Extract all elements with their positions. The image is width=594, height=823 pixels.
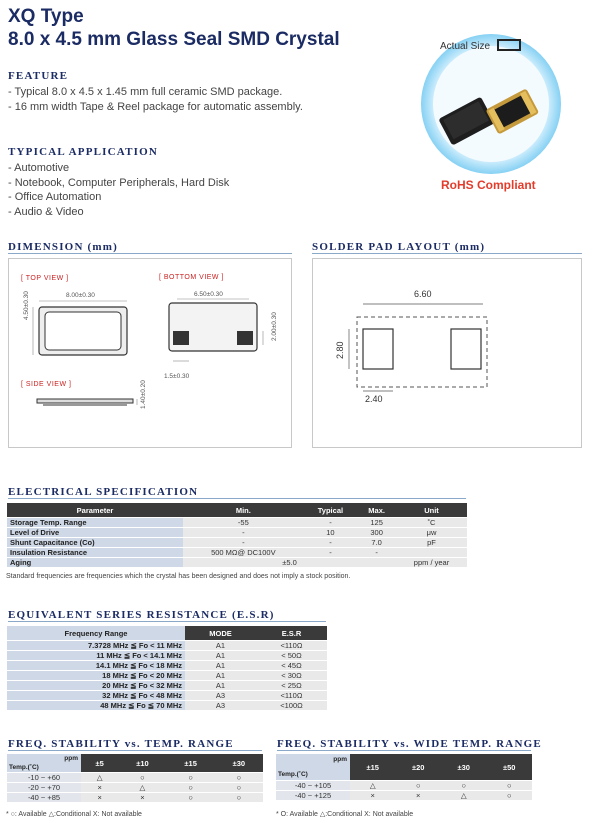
application-heading: TYPICAL APPLICATION [8,146,159,158]
solder-drawing [313,259,583,449]
table-row: -40 ~ +85 × × ○ ○ [7,793,263,803]
top-view-label: [ TOP VIEW ] [21,275,69,282]
table-row: -40 ~ +125 × × △ ○ [276,791,532,801]
col-header: Typical [304,503,358,518]
table-row: 14.1 MHz ≦ Fo < 18 MHz A1 < 45Ω [7,661,327,671]
col-header: Min. [183,503,304,518]
page-subtitle: 8.0 x 4.5 mm Glass Seal SMD Crystal [8,29,340,50]
col-header: Parameter [7,503,183,518]
freq-stab-table [7,754,263,803]
list-item: - Office Automation [8,191,102,203]
table-row: Storage Temp. Range -55 - 125 ˚C [7,518,467,528]
pad-dim: 1.5±0.30 [164,373,190,380]
freq-wide-heading: FREQ. STABILITY vs. WIDE TEMP. RANGE [277,738,542,750]
freq-wide-table [276,754,532,801]
crystal-image [421,34,561,174]
col-header: ±15 [350,754,396,781]
table-row: 7.3728 MHz ≦ Fo < 11 MHz A1 <110Ω [7,641,327,651]
col-header: ±50 [487,754,533,781]
freq-stab-legend: * ○: Available △:Conditional X: Not available [6,811,142,818]
electrical-heading: ELECTRICAL SPECIFICATION [8,486,199,498]
bottom-height-dim: 2.00±0.30 [271,312,278,341]
table-row: 20 MHz ≦ Fo < 32 MHz A1 < 25Ω [7,681,327,691]
list-item: - Automotive [8,162,70,174]
electrical-note: Standard frequencies are frequencies which the crystal has been designed and does not imply a stock position. [6,573,351,580]
col-header: ±30 [215,754,263,773]
dimension-panel [8,258,292,448]
page-title: XQ Type [8,6,84,27]
bottom-length-dim: 6.50±0.30 [194,291,223,298]
table-row: -40 ~ +105 △ ○ ○ ○ [276,781,532,791]
esr-heading: EQUIVALENT SERIES RESISTANCE (E.S.R) [8,609,275,621]
table-row: Insulation Resistance 500 MΩ@ DC100V - - [7,548,467,558]
col-header: ±10 [118,754,166,773]
corner-header: ppm Temp.(˚C) [7,754,81,773]
col-header: ±15 [167,754,215,773]
list-item: - Typical 8.0 x 4.5 x 1.45 mm full ceramic SMD package. [8,86,283,98]
table-row: -10 ~ +60 △ ○ ○ ○ [7,773,263,783]
width-dim: 4.50±0.30 [23,291,30,320]
col-header: Max. [357,503,396,518]
col-header: ±30 [441,754,487,781]
bottom-view-label: [ BOTTOM VIEW ] [159,274,224,281]
table-row: 48 MHz ≦ Fo ≦ 70 MHz A3 <100Ω [7,701,327,711]
table-row: Level of Drive - 10 300 μw [7,528,467,538]
list-item: - Audio & Video [8,205,84,218]
freq-stab-heading: FREQ. STABILITY vs. TEMP. RANGE [8,738,234,750]
electrical-table [7,503,467,568]
solder-heading: SOLDER PAD LAYOUT (mm) [312,241,486,253]
solder-span-dim: 6.60 [414,289,432,299]
list-item: - Notebook, Computer Peripherals, Hard Disk [8,176,230,189]
corner-header: ppm Temp.(˚C) [276,754,350,781]
feature-heading: FEATURE [8,70,69,82]
col-header: E.S.R [256,626,327,641]
solder-panel [312,258,582,448]
table-row: -20 ~ +70 × △ ○ ○ [7,783,263,793]
table-row: 11 MHz ≦ Fo < 14.1 MHz A1 < 50Ω [7,651,327,661]
col-header: Frequency Range [7,626,185,641]
length-dim: 8.00±0.30 [66,292,95,299]
freq-wide-legend: * O: Available △:Conditional X: Not available [276,811,414,818]
table-row: 32 MHz ≦ Fo < 48 MHz A3 <110Ω [7,691,327,701]
col-header: MODE [185,626,256,641]
solder-height-dim: 2.80 [335,341,345,359]
actual-size-label: Actual Size [440,41,491,52]
dimension-drawing [9,259,293,449]
height-dim: 1.40±0.20 [140,380,147,409]
feature-list [8,85,303,114]
table-row: Shunt Capacitance (Co) - - 7.0 pF [7,538,467,548]
product-photo [421,34,561,174]
table-row: Aging ±5.0 ppm / year [7,558,467,568]
dimension-heading: DIMENSION (mm) [8,241,118,253]
col-header: Unit [396,503,467,518]
application-list [8,161,229,219]
rohs-label: RoHS Compliant [441,178,536,192]
solder-pad-dim: 2.40 [365,394,383,404]
list-item: - 16 mm width Tape & Reel package for automatic assembly. [8,100,303,113]
esr-table [7,626,327,711]
side-view-label: [ SIDE VIEW ] [21,381,72,388]
col-header: ±5 [81,754,118,773]
table-row: 18 MHz ≦ Fo < 20 MHz A1 < 30Ω [7,671,327,681]
col-header: ±20 [396,754,442,781]
actual-size-box [497,39,521,51]
